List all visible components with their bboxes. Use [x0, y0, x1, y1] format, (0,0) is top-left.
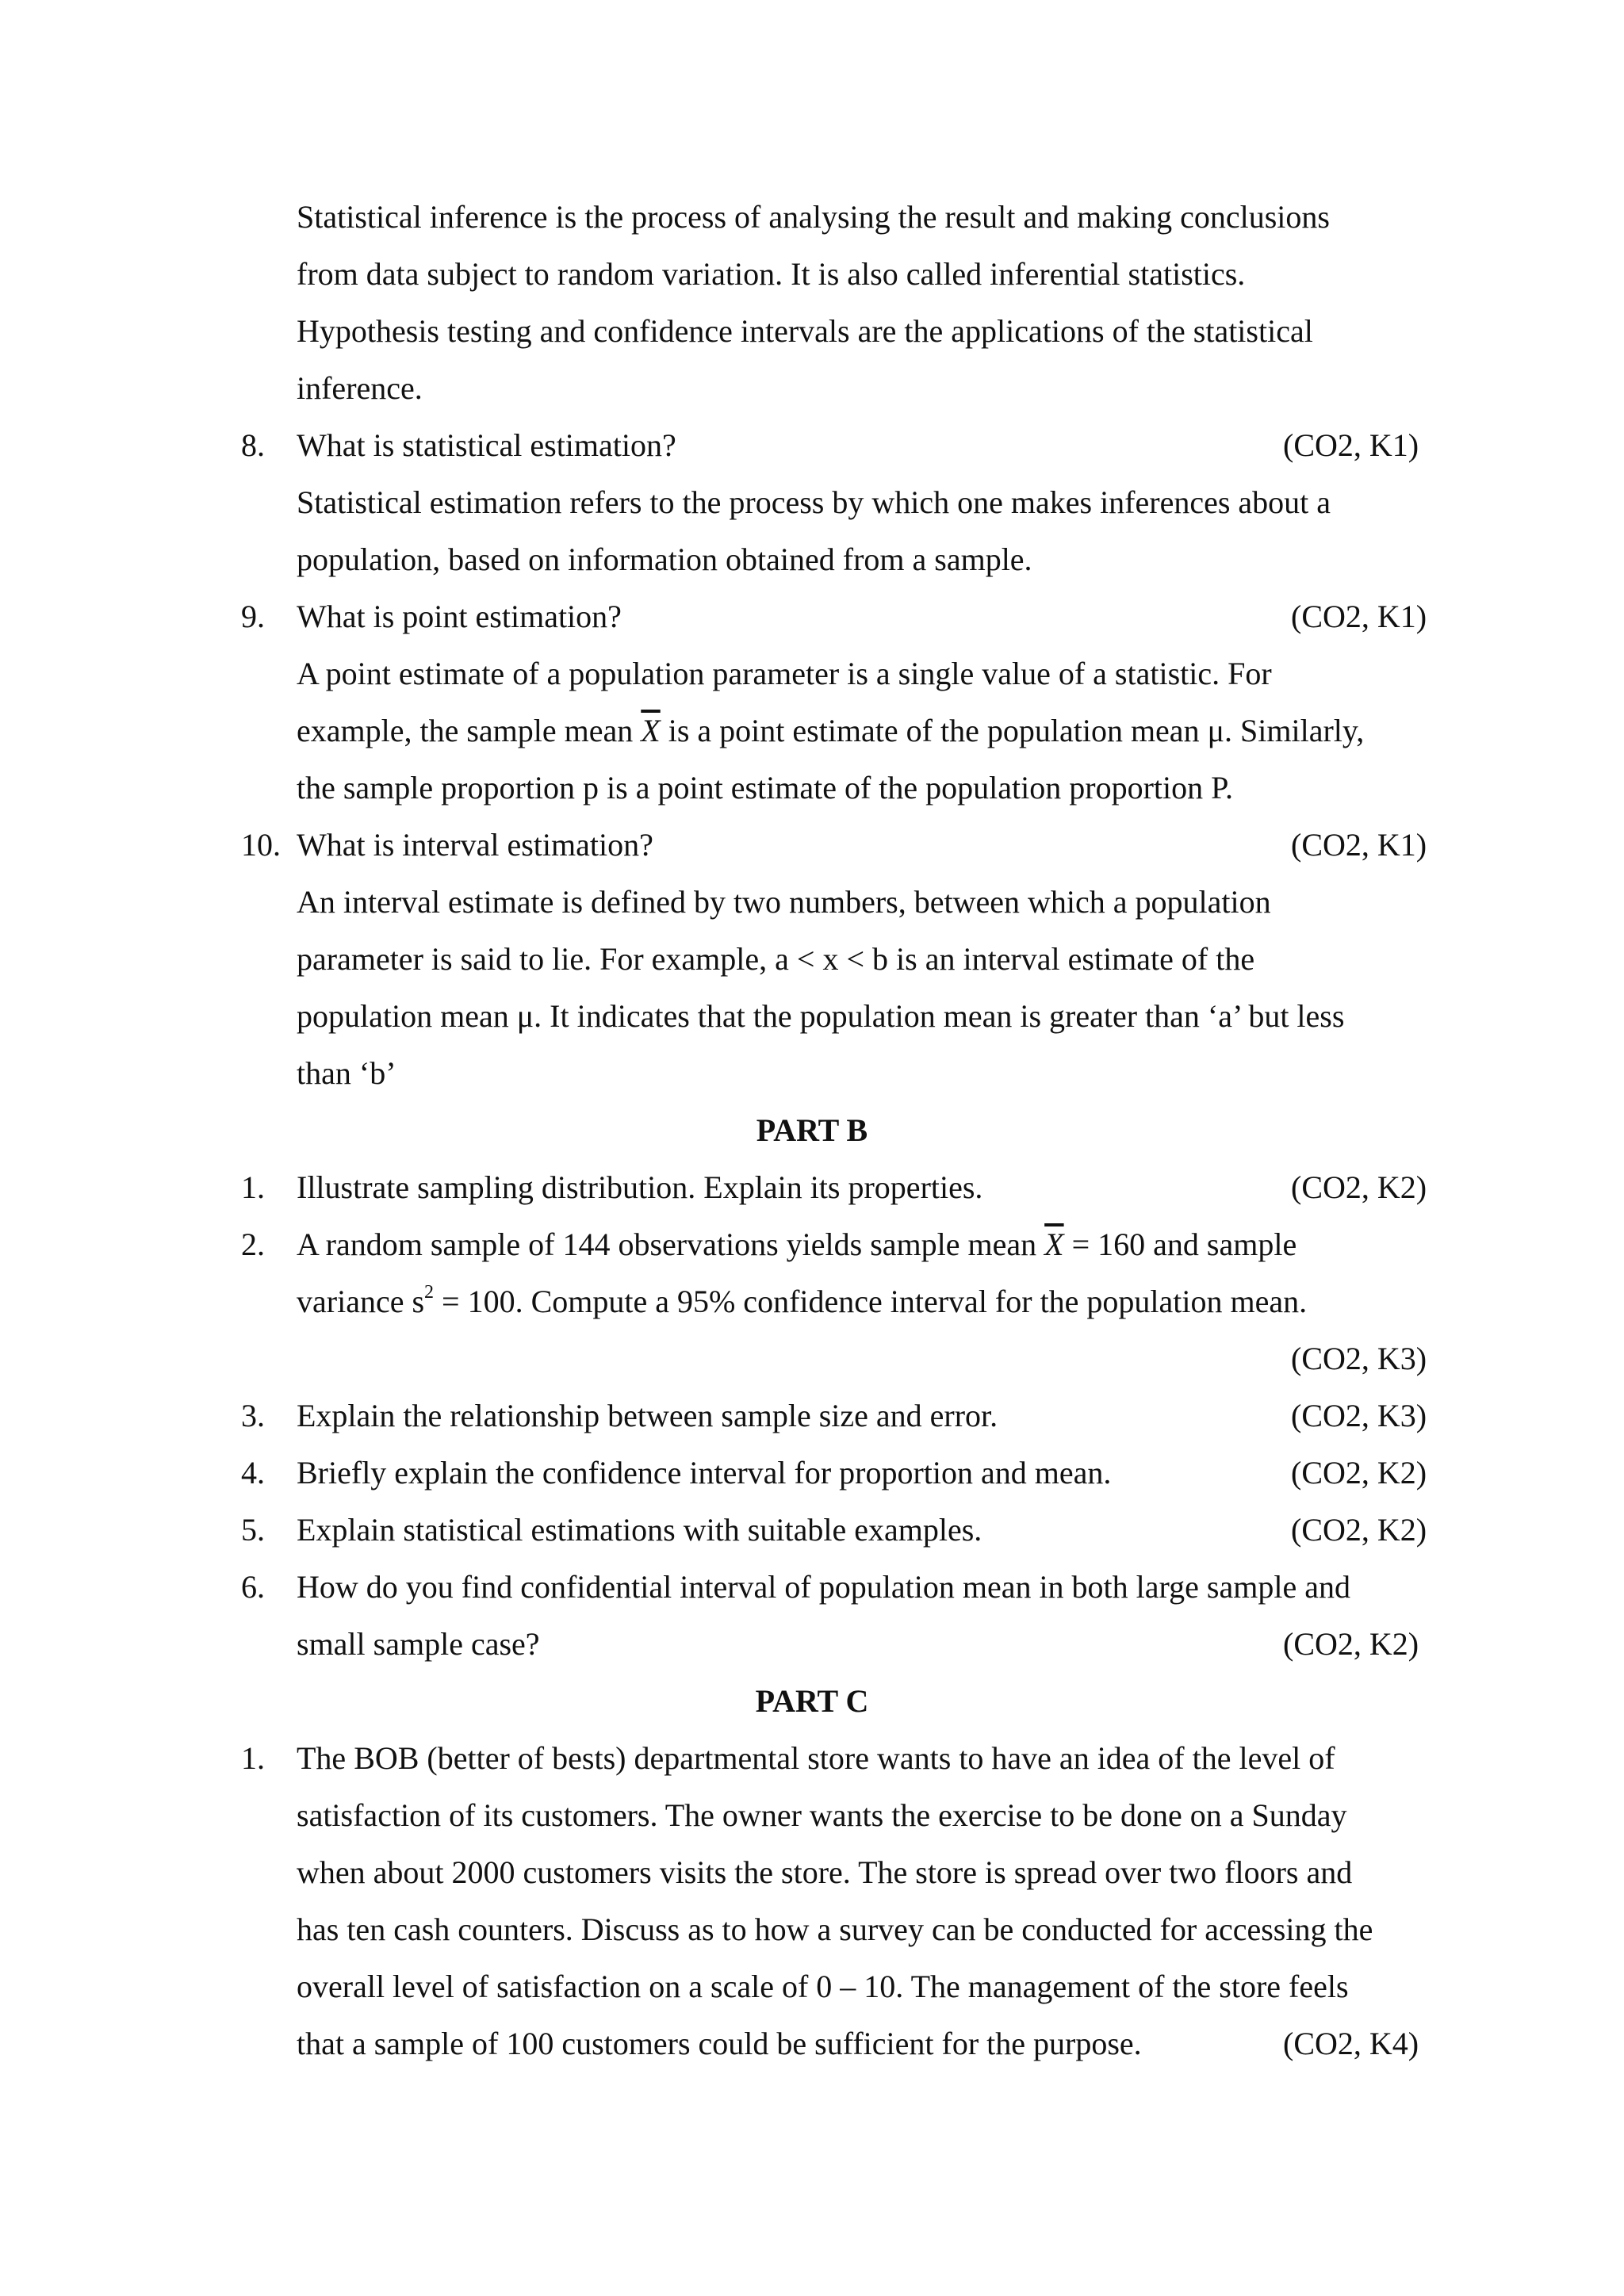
question-number: 6.: [241, 1569, 265, 1605]
x-bar-symbol: $\overline{X}$: [641, 713, 661, 748]
question-text-part: variance s: [297, 1284, 425, 1319]
answer-line: A point estimate of a population parameter is a single value of a statistic. For: [297, 656, 1272, 691]
question-number: 3.: [241, 1398, 265, 1433]
answer-line: Statistical estimation refers to the process by which one makes inferences about a: [297, 484, 1331, 520]
question-text: Illustrate sampling distribution. Explain its properties.: [297, 1169, 983, 1205]
question-text: has ten cash counters. Discuss as to how a survey can be conducted for accessing the: [297, 1911, 1373, 1947]
superscript: 2: [424, 1282, 435, 1303]
course-outcome-code: (CO2, K4): [1283, 2026, 1419, 2061]
intro-line: from data subject to random variation. It is also called inferential statistics.: [297, 256, 1246, 292]
question-text: small sample case?: [297, 1626, 540, 1662]
question-text: What is interval estimation?: [297, 827, 653, 863]
answer-text: is a point estimate of the population mean μ. Similarly,: [668, 713, 1365, 748]
part-c-heading: PART C: [755, 1683, 869, 1719]
question-number: 4.: [241, 1455, 265, 1490]
question-text: The BOB (better of bests) departmental store wants to have an idea of the level of: [297, 1740, 1335, 1776]
answer-line: An interval estimate is defined by two numbers, between which a population: [297, 884, 1271, 920]
question-text-part: = 100. Compute a 95% confidence interval for the population mean.: [434, 1284, 1308, 1319]
question-text: [297, 1273, 1307, 1330]
course-outcome-code: (CO2, K1): [1283, 427, 1419, 463]
course-outcome-code: (CO2, K2): [1283, 1626, 1419, 1662]
answer-line: population, based on information obtained from a sample.: [297, 541, 1032, 577]
question-text: What is point estimation?: [297, 599, 622, 634]
course-outcome-code: (CO2, K2): [1291, 1455, 1427, 1490]
question-text-part: A random sample of 144 observations yields sample mean: [297, 1226, 1037, 1262]
question-number: 1.: [241, 1169, 265, 1205]
question-number: 9.: [241, 599, 265, 634]
course-outcome-code: (CO2, K3): [1291, 1398, 1427, 1433]
intro-line: Hypothesis testing and confidence intervals are the applications of the statistical: [297, 313, 1313, 349]
question-text: How do you find confidential interval of population mean in both large sample and: [297, 1569, 1350, 1605]
course-outcome-code: (CO2, K2): [1291, 1169, 1427, 1205]
answer-line: than ‘b’: [297, 1055, 396, 1091]
answer-line: population mean μ. It indicates that the population mean is greater than ‘a’ but less: [297, 998, 1345, 1034]
answer-text: example, the sample mean: [297, 713, 634, 748]
question-text: What is statistical estimation?: [297, 427, 676, 463]
intro-line: Statistical inference is the process of analysing the result and making conclusions: [297, 199, 1330, 235]
question-text: when about 2000 customers visits the store. The store is spread over two floors and: [297, 1854, 1353, 1890]
course-outcome-code: (CO2, K1): [1291, 599, 1427, 634]
course-outcome-code: (CO2, K3): [1291, 1341, 1427, 1376]
question-number: 1.: [241, 1740, 265, 1776]
question-number: 10.: [241, 827, 281, 863]
course-outcome-code: (CO2, K2): [1291, 1512, 1427, 1548]
part-b-heading: PART B: [756, 1112, 868, 1148]
question-number: 8.: [241, 427, 265, 463]
intro-line: inference.: [297, 370, 423, 406]
question-text: that a sample of 100 customers could be sufficient for the purpose.: [297, 2026, 1142, 2061]
answer-line: parameter is said to lie. For example, a < x < b is an interval estimate of the: [297, 941, 1255, 977]
question-text: satisfaction of its customers. The owner wants the exercise to be done on a Sunday: [297, 1797, 1347, 1833]
question-text: Explain the relationship between sample size and error.: [297, 1398, 998, 1433]
answer-line: the sample proportion p is a point estimate of the population proportion P.: [297, 770, 1233, 806]
question-text: [297, 1216, 1297, 1273]
question-number: 2.: [241, 1226, 265, 1262]
x-bar-symbol: $\overline{X}$: [1044, 1226, 1064, 1262]
question-number: 5.: [241, 1512, 265, 1548]
question-text: Briefly explain the confidence interval for proportion and mean.: [297, 1455, 1112, 1490]
course-outcome-code: (CO2, K1): [1291, 827, 1427, 863]
question-text: Explain statistical estimations with suitable examples.: [297, 1512, 982, 1548]
question-text-part: = 160 and sample: [1071, 1226, 1297, 1262]
question-text: overall level of satisfaction on a scale of 0 – 10. The management of the store feels: [297, 1969, 1349, 2004]
answer-line: [297, 702, 1364, 760]
